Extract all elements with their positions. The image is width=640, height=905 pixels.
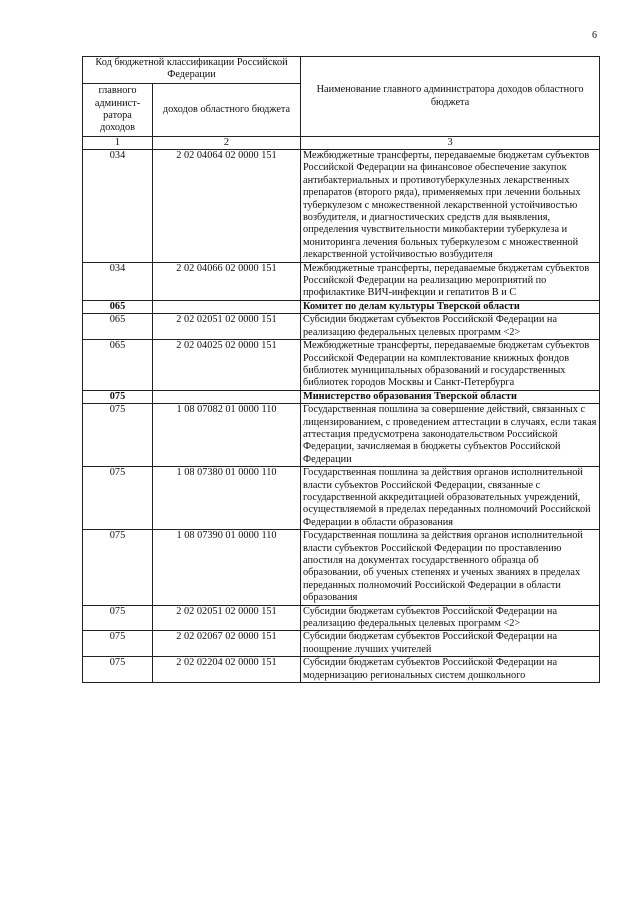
header-col-name: Наименование главного администратора доходов областного бюджета — [301, 57, 600, 137]
name-cell: Комитет по делам культуры Тверской области — [301, 300, 600, 313]
income-code-cell — [153, 390, 301, 403]
name-cell: Субсидии бюджетам субъектов Российской Федерации на модернизацию региональных систем дошкольного — [301, 657, 600, 683]
name-cell: Государственная пошлина за действия органов исполнительной власти субъектов Российской Федерации по проставлению апостиля на документах государственного образца об образовании, об ученых степенях и ученых званиях в пределах переданных полномочий Российской Федерации в области образования — [301, 530, 600, 605]
page-number: 6 — [592, 30, 597, 41]
name-cell: Министерство образования Тверской области — [301, 390, 600, 403]
column-number-1: 1 — [83, 137, 153, 150]
admin-code-cell: 034 — [83, 262, 153, 300]
admin-code-cell: 075 — [83, 390, 153, 403]
table-row-section — [83, 390, 600, 403]
name-cell: Межбюджетные трансферты, передаваемые бюджетам субъектов Российской Федерации на реализацию мероприятий по профилактике ВИЧ-инфекции и гепатитов В и С — [301, 262, 600, 300]
income-code-cell: 2 02 02051 02 0000 151 — [153, 605, 301, 631]
header-col-income: доходов областного бюджета — [153, 84, 301, 137]
income-code-cell: 1 08 07380 01 0000 110 — [153, 467, 301, 530]
header-group-title: Код бюджетной классификации Российской Федерации — [83, 57, 301, 84]
table-row — [83, 314, 600, 340]
table-row — [83, 530, 600, 605]
table-row — [83, 340, 600, 391]
name-cell: Межбюджетные трансферты, передаваемые бюджетам субъектов Российской Федерации на комплектование книжных фондов библиотек муниципальных образований и государственных библиотек городов Москвы и Санкт-Петербурга — [301, 340, 600, 391]
income-code-cell: 2 02 02051 02 0000 151 — [153, 314, 301, 340]
admin-code-cell: 075 — [83, 404, 153, 467]
income-code-cell — [153, 300, 301, 313]
header-row-1 — [83, 57, 600, 84]
admin-code-cell: 034 — [83, 150, 153, 263]
name-cell: Межбюджетные трансферты, передаваемые бюджетам субъектов Российской Федерации на финансовое обеспечение закупок антибактериальных и противотуберкулезных лекарственных препаратов (второго ряда), применяемых при лечении больных туберкулезом с множественной лекарственной устойчивостью возбудителя, и диагностических средств для выявления, определения чувствительности микобактерии туберкулеза и мониторинга лечения больных туберкулезом с множественной лекарственной устойчивостью возбудителя — [301, 150, 600, 263]
income-code-cell: 1 08 07082 01 0000 110 — [153, 404, 301, 467]
admin-code-cell: 075 — [83, 605, 153, 631]
column-number-row — [83, 137, 600, 150]
table-row — [83, 631, 600, 657]
name-cell: Государственная пошлина за действия органов исполнительной власти субъектов Российской Федерации, связанные с государственной аккредитацией образовательных учреждений, осуществляемой в пределах переданных полномочий Российской Федерации в области образования — [301, 467, 600, 530]
name-cell: Государственная пошлина за совершение действий, связанных с лицензированием, с проведением аттестации в случаях, если такая аттестация предусмотрена законодательством Российской Федерации, зачисляемая в бюджеты субъектов Российской Федерации — [301, 404, 600, 467]
name-cell: Субсидии бюджетам субъектов Российской Федерации на поощрение лучших учителей — [301, 631, 600, 657]
income-code-cell: 2 02 02204 02 0000 151 — [153, 657, 301, 683]
income-code-cell: 2 02 04066 02 0000 151 — [153, 262, 301, 300]
admin-code-cell: 075 — [83, 467, 153, 530]
table-row — [83, 150, 600, 263]
name-cell: Субсидии бюджетам субъектов Российской Федерации на реализацию федеральных целевых программ <2> — [301, 605, 600, 631]
column-number-3: 3 — [301, 137, 600, 150]
table-row — [83, 467, 600, 530]
admin-code-cell: 075 — [83, 530, 153, 605]
admin-code-cell: 065 — [83, 340, 153, 391]
table-row — [83, 262, 600, 300]
header-col-admin: главного админист-ратора доходов — [83, 84, 153, 137]
name-cell: Субсидии бюджетам субъектов Российской Федерации на реализацию федеральных целевых программ <2> — [301, 314, 600, 340]
admin-code-cell: 065 — [83, 300, 153, 313]
admin-code-cell: 075 — [83, 657, 153, 683]
table-row — [83, 657, 600, 683]
income-code-cell: 2 02 04064 02 0000 151 — [153, 150, 301, 263]
table-row — [83, 605, 600, 631]
column-number-2: 2 — [153, 137, 301, 150]
income-code-cell: 2 02 02067 02 0000 151 — [153, 631, 301, 657]
table-row — [83, 404, 600, 467]
budget-classification-table — [82, 56, 600, 683]
income-code-cell: 2 02 04025 02 0000 151 — [153, 340, 301, 391]
admin-code-cell: 075 — [83, 631, 153, 657]
income-code-cell: 1 08 07390 01 0000 110 — [153, 530, 301, 605]
admin-code-cell: 065 — [83, 314, 153, 340]
table-row-section — [83, 300, 600, 313]
